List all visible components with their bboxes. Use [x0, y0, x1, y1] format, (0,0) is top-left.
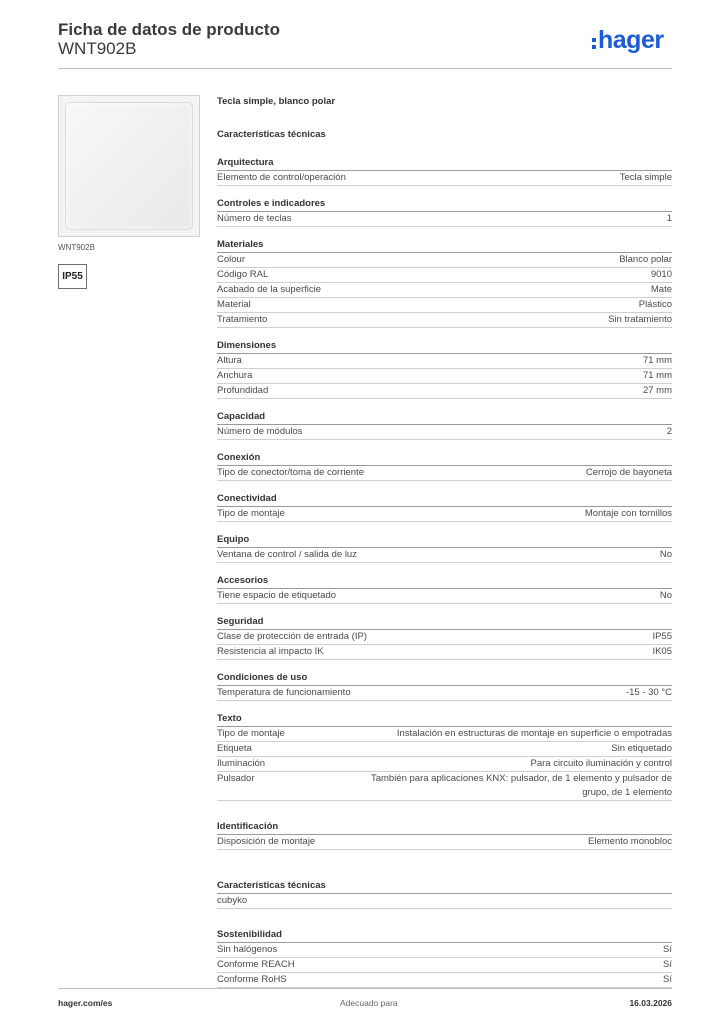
spec-section [217, 409, 672, 440]
spec-label: Profundidad [217, 385, 269, 396]
section-title: Condiciones de uso [217, 670, 672, 686]
spec-value: Sí [663, 974, 672, 985]
spec-row [217, 425, 672, 440]
spec-row [217, 757, 672, 772]
spec-value: -15 - 30 °C [625, 687, 672, 698]
spec-row [217, 894, 672, 909]
footer-suitable-for: Adecuado para [340, 998, 398, 1008]
section-title: Texto [217, 711, 672, 727]
section-title: Conectividad [217, 491, 672, 507]
spec-label: Número de teclas [217, 213, 292, 224]
spec-label: cubyko [217, 895, 248, 906]
spec-value: Instalación en estructuras de montaje en superficie o empotradas [396, 728, 672, 739]
spec-value: Para circuito iluminación y control [530, 758, 672, 769]
hager-logo [592, 25, 664, 55]
spec-label: Clase de protección de entrada (IP) [217, 631, 367, 642]
spec-content [217, 96, 672, 988]
spec-label: Elemento de control/operación [217, 172, 346, 183]
spec-value: Elemento monobloc [588, 836, 672, 847]
spec-value: 27 mm [642, 385, 672, 396]
spec-section [217, 450, 672, 481]
switch-rocker-graphic [69, 106, 189, 226]
spec-value: IP55 [652, 631, 672, 642]
spec-value: No [659, 590, 672, 601]
spec-section [217, 711, 672, 801]
spec-value: Sin tratamiento [608, 314, 672, 325]
spec-label: Ventana de control / salida de luz [217, 549, 357, 560]
spec-row [217, 466, 672, 481]
section-title: Arquitectura [217, 155, 672, 171]
spec-value: Sin etiquetado [611, 743, 672, 754]
footer-website[interactable]: hager.com/es [58, 998, 113, 1008]
spec-label: Colour [217, 254, 245, 265]
footer-date: 16.03.2026 [629, 998, 672, 1008]
spec-row [217, 298, 672, 313]
spec-row [217, 958, 672, 973]
page-title: Ficha de datos de producto [58, 20, 280, 39]
section-title: Identificación [217, 819, 672, 835]
footer-divider [58, 988, 672, 989]
spec-label: Temperatura de funcionamiento [217, 687, 351, 698]
spec-section [217, 927, 672, 988]
spec-value: Mate [650, 284, 672, 295]
spec-label: Conforme RoHS [217, 974, 287, 985]
spec-row [217, 313, 672, 328]
spec-section [217, 237, 672, 328]
spec-label: Etiqueta [217, 743, 252, 754]
logo-text: hager [598, 26, 664, 54]
spec-value: 2 [666, 426, 672, 437]
spec-value: Sí [663, 944, 672, 955]
spec-section [217, 819, 672, 850]
spec-row [217, 742, 672, 757]
spec-value: Tecla simple [619, 172, 672, 183]
spec-value: 71 mm [642, 355, 672, 366]
spec-label: Tiene espacio de etiquetado [217, 590, 337, 601]
spec-row [217, 354, 672, 369]
spec-label: Resistencia al impacto IK [217, 646, 324, 657]
spec-row [217, 253, 672, 268]
spec-section [217, 614, 672, 660]
spec-label: Material [217, 299, 251, 310]
spec-row [217, 943, 672, 958]
spec-label: Disposición de montaje [217, 836, 316, 847]
spec-section [217, 196, 672, 227]
spec-label: Anchura [217, 370, 253, 381]
spec-row [217, 268, 672, 283]
spec-row [217, 384, 672, 399]
spec-main-title: Características técnicas [217, 129, 326, 140]
section-title: Accesorios [217, 573, 672, 589]
spec-value: 1 [666, 213, 672, 224]
spec-label: Código RAL [217, 269, 269, 280]
spec-row [217, 727, 672, 742]
switch-plate-graphic [65, 102, 193, 230]
section-title: Características técnicas [217, 878, 672, 894]
spec-value: No [659, 549, 672, 560]
spec-label: Tratamiento [217, 314, 268, 325]
section-title: Sostenibilidad [217, 927, 672, 943]
spec-value: También para aplicaciones KNX: pulsador, de 1 elemento y pulsador de grupo, de 1 elemento [370, 773, 672, 798]
spec-section [217, 532, 672, 563]
spec-label: Tipo de montaje [217, 728, 285, 739]
spec-value: Sí [663, 959, 672, 970]
spec-section [217, 338, 672, 399]
spec-row [217, 589, 672, 604]
header-divider [58, 68, 672, 69]
spec-section [217, 878, 672, 909]
spec-sections [217, 155, 672, 988]
section-title: Equipo [217, 532, 672, 548]
spec-row [217, 973, 672, 988]
spec-section [217, 573, 672, 604]
logo-dots-icon [592, 38, 596, 49]
section-title: Conexión [217, 450, 672, 466]
spec-row [217, 645, 672, 660]
ip-rating-badge: IP55 [58, 264, 87, 289]
product-sku: WNT902B [58, 39, 137, 58]
spec-row [217, 171, 672, 186]
spec-row [217, 686, 672, 701]
spec-label: Tipo de conector/toma de corriente [217, 467, 364, 478]
spec-label: Sin halógenos [217, 944, 278, 955]
spec-value: 9010 [650, 269, 672, 280]
spec-label: Número de módulos [217, 426, 303, 437]
section-title: Controles e indicadores [217, 196, 672, 212]
spec-label: Iluminación [217, 758, 266, 769]
spec-label: Tipo de montaje [217, 508, 285, 519]
spec-label: Conforme REACH [217, 959, 295, 970]
spec-row [217, 772, 672, 801]
section-title: Capacidad [217, 409, 672, 425]
spec-value: Cerrojo de bayoneta [585, 467, 672, 478]
spec-label: Altura [217, 355, 242, 366]
spec-section [217, 670, 672, 701]
product-image [58, 95, 200, 237]
spec-section [217, 491, 672, 522]
spec-row [217, 835, 672, 850]
spec-row [217, 369, 672, 384]
spec-value: IK05 [652, 646, 672, 657]
section-title: Dimensiones [217, 338, 672, 354]
spec-value: Montaje con tornillos [584, 508, 672, 519]
spec-value: 71 mm [642, 370, 672, 381]
spec-section [217, 155, 672, 186]
section-title: Materiales [217, 237, 672, 253]
spec-row [217, 548, 672, 563]
spec-row [217, 630, 672, 645]
spec-label: Acabado de la superficie [217, 284, 322, 295]
spec-label: Pulsador [217, 773, 255, 784]
spec-row [217, 283, 672, 298]
product-name: Tecla simple, blanco polar [217, 96, 336, 107]
spec-row [217, 507, 672, 522]
spec-value: Blanco polar [619, 254, 672, 265]
image-caption: WNT902B [58, 243, 95, 252]
section-title: Seguridad [217, 614, 672, 630]
spec-row [217, 212, 672, 227]
spec-value: Plástico [638, 299, 672, 310]
